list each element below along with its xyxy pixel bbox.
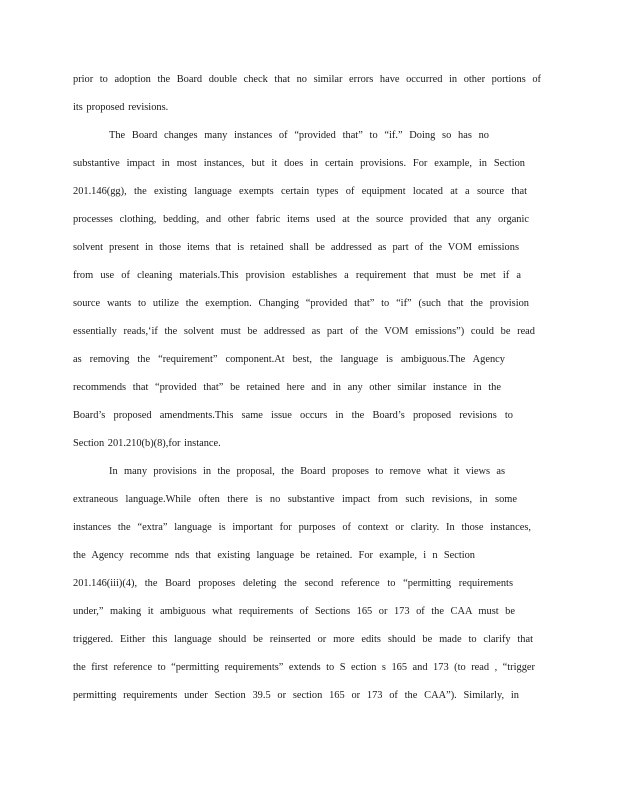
- text-line: Board’s proposed amendments.This same issue occurs in the Board’s proposed revisions to: [73, 410, 513, 421]
- text-line: instances the “extra” language is important for purposes of context or clarity. In those instances,: [73, 522, 531, 533]
- text-line: permitting requirements under Section 39.5 or section 165 or 173 of the CAA”). Similarly, in: [73, 690, 519, 701]
- text-line: under,” making it ambiguous what requirements of Sections 165 or 173 of the CAA must be: [73, 606, 515, 617]
- text-line: substantive impact in most instances, but it does in certain provisions. For example, in Section: [73, 158, 525, 169]
- text-line: triggered. Either this language should be reinserted or more edits should be made to clarify that: [73, 634, 533, 645]
- text-line: recommends that “provided that” be retained here and in any other similar instance in the: [73, 382, 501, 393]
- text-line: the Agency recomme nds that existing language be retained. For example, i n Section: [73, 550, 475, 561]
- text-line: its proposed revisions.: [73, 102, 169, 113]
- text-line: solvent present in those items that is retained shall be addressed as part of the VOM emissions: [73, 242, 519, 253]
- text-line: prior to adoption the Board double check that no similar errors have occurred in other portions of: [73, 74, 541, 85]
- text-line: the first reference to “permitting requirements” extends to S ection s 165 and 173 (to read , “trigger: [73, 662, 535, 673]
- text-line: 201.146(iii)(4), the Board proposes deleting the second reference to “permitting requirements: [73, 578, 513, 589]
- paragraph-first-line: In many provisions in the proposal, the Board proposes to remove what it views as: [109, 466, 505, 477]
- text-line: as removing the “requirement” component.At best, the language is ambiguous.The Agency: [73, 354, 505, 365]
- text-line: Section 201.210(b)(8),for instance.: [73, 438, 221, 449]
- text-line: essentially reads,‘if the solvent must be addressed as part of the VOM emissions”) could be read: [73, 326, 535, 337]
- text-line: source wants to utilize the exemption. Changing “provided that” to “if” (such that the provision: [73, 298, 529, 309]
- text-line: extraneous language.While often there is no substantive impact from such revisions, in some: [73, 494, 517, 505]
- text-line: processes clothing, bedding, and other fabric items used at the source provided that any organic: [73, 214, 529, 225]
- paragraph-first-line: The Board changes many instances of “provided that” to “if.” Doing so has no: [109, 130, 489, 141]
- text-line: from use of cleaning materials.This provision establishes a requirement that must be met if a: [73, 270, 521, 281]
- text-line: 201.146(gg), the existing language exempts certain types of equipment located at a source that: [73, 186, 527, 197]
